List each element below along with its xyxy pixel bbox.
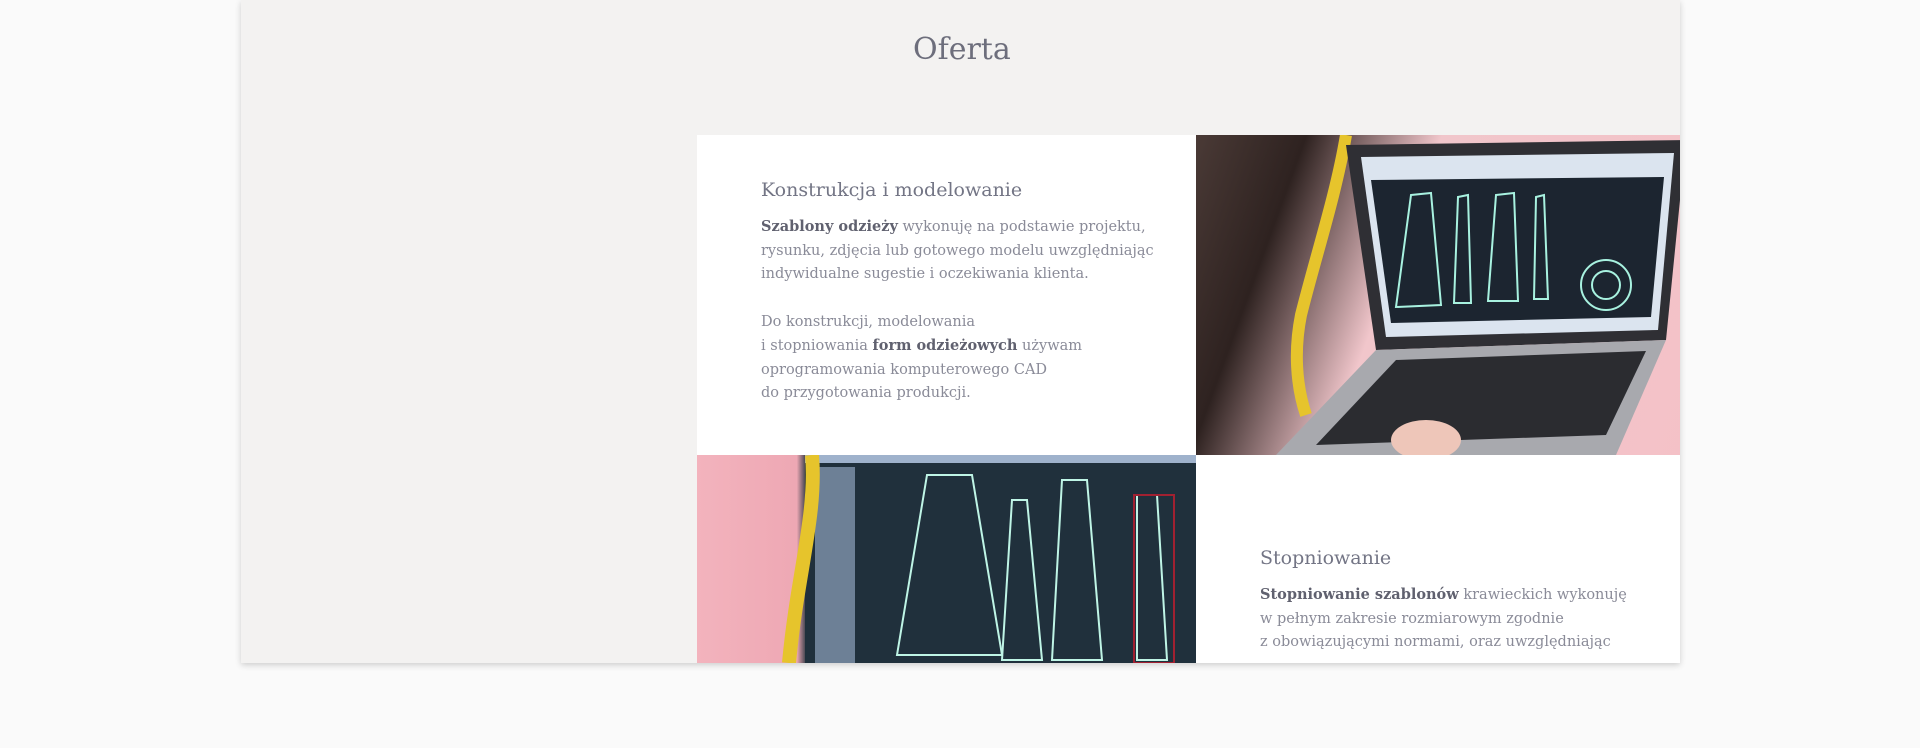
grading-card-body [1260,583,1660,655]
laptop-illustration [1196,135,1680,455]
construction-p2-line2-pre: i stopniowania [761,338,873,354]
screen-illustration [697,455,1196,663]
construction-p2-line1: Do konstrukcji, modelowania [761,313,976,330]
grading-p1-line2: w pełnym zakresie rozmiarowym zgodnie [1260,610,1564,627]
construction-p2-line4: do przygotowania produkcji. [761,385,971,401]
construction-bold-term: Szablony odzieży [761,218,898,235]
grading-card [1196,455,1680,663]
offer-section [241,0,1680,663]
offer-grid [697,135,1680,663]
construction-p1-line2: rysunku, zdjęcia lub gotowego modelu uwzględniając [761,242,1154,259]
laptop-photo [1196,135,1680,455]
construction-card [697,135,1196,455]
construction-p1-line1: wykonuję na podstawie projektu, [897,219,1146,235]
construction-paragraph-1 [761,215,1161,287]
grading-paragraph-1 [1260,583,1660,655]
grading-p1-line3: z obowiązującymi normami, oraz uwzględniając [1260,634,1611,650]
grading-bold-term: Stopniowanie szablonów [1260,586,1459,603]
construction-card-title: Konstrukcja i modelowanie [761,179,1023,201]
construction-p2-line2-post: używam [1017,338,1083,354]
construction-card-body [761,215,1161,406]
screen-photo [697,455,1196,663]
section-title: Oferta [913,32,1011,67]
construction-p2-bold-term: form odzieżowych [872,337,1018,354]
grading-card-title: Stopniowanie [1260,547,1392,569]
construction-p1-line3: indywidualne sugestie i oczekiwania klienta. [761,266,1089,282]
construction-p2-line3: oprogramowania komputerowego CAD [761,361,1048,378]
grading-p1-line1: krawieckich wykonuję [1458,587,1627,603]
construction-paragraph-2 [761,311,1161,406]
